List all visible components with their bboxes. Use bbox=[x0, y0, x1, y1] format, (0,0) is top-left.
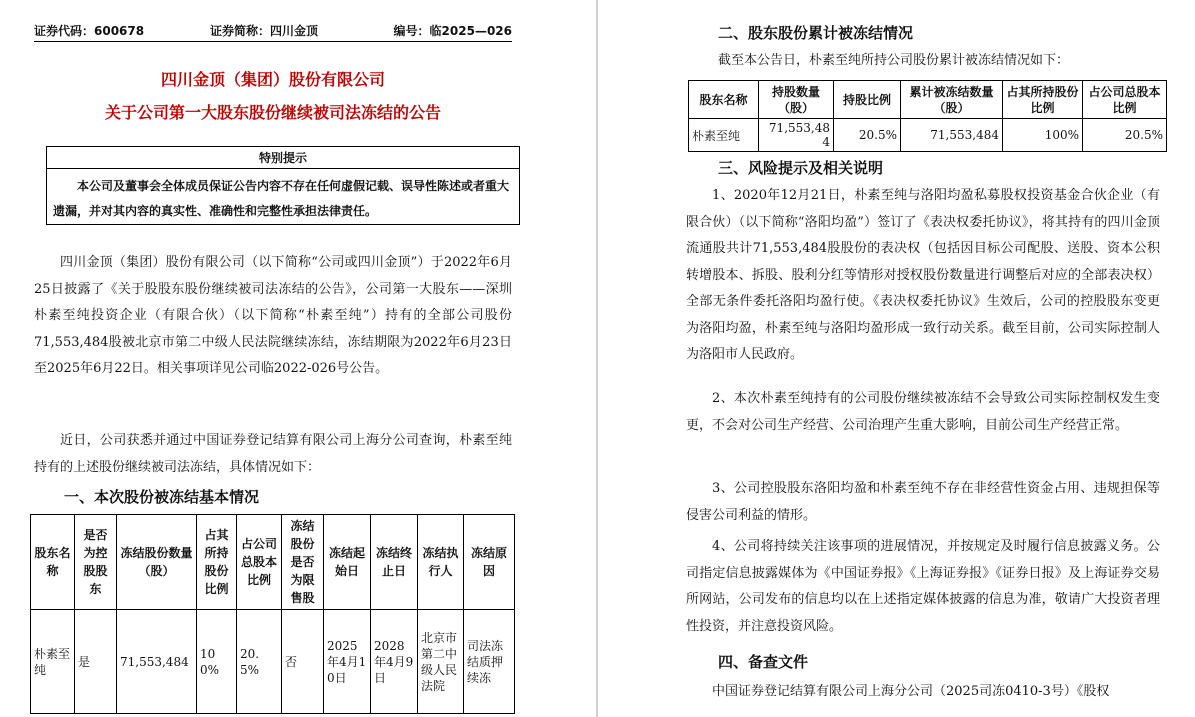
table-cell: 100% bbox=[197, 610, 237, 714]
risk-paragraph-2: 2、本次朴素至纯持有的公司股份继续被冻结不会导致公司实际控制权发生变更，不会对公司生产经营、公司治理产生重大影响，目前公司生产经营正常。 bbox=[686, 391, 1160, 433]
table-cell: 71,553,484 bbox=[759, 119, 834, 152]
table-header-cell: 股东名称 bbox=[689, 81, 759, 119]
table-header-cell: 占公司总股本比例 bbox=[1083, 81, 1167, 119]
special-notice-box bbox=[46, 146, 520, 225]
stock-short-name: 证券简称：四川金顶 bbox=[210, 24, 319, 38]
table-cell: 2028年4月9日 bbox=[371, 610, 418, 714]
risk-paragraph-4: 4、公司将持续关注该事项的进展情况，并按规定及时履行信息披露义务。公司指定信息披露媒体为《中国证券报》《上海证券报》《证券日报》及上海证券交易所网站，公司发布的信息均以在上述指定媒体披露的信息为准，敬请广大投资者理性投资，并注意投资风险。 bbox=[686, 539, 1160, 634]
table-header-cell: 冻结股份数量（股） bbox=[117, 515, 197, 610]
table-header-cell: 冻结原因 bbox=[464, 515, 515, 610]
table-cell: 20.5% bbox=[237, 610, 282, 714]
table-cell: 朴素至纯 bbox=[689, 119, 759, 152]
table-header-cell: 冻结执行人 bbox=[418, 515, 464, 610]
table-row bbox=[31, 610, 515, 714]
table-header-cell: 冻结股份是否为限售股 bbox=[282, 515, 324, 610]
freeze-details-table bbox=[30, 514, 515, 714]
company-title: 四川金顶（集团）股份有限公司 bbox=[160, 70, 385, 89]
table-cell: 北京市第二中级人民法院 bbox=[418, 610, 464, 714]
table-cell: 71,553,484 bbox=[117, 610, 197, 714]
table-cell: 100% bbox=[1003, 119, 1083, 152]
risk-paragraph-3: 3、公司控股股东洛阳均盈和朴素至纯不存在非经营性资金占用、违规担保等侵害公司利益的情形。 bbox=[686, 481, 1160, 523]
notice-divider bbox=[47, 168, 519, 169]
intro-paragraph-1: 四川金顶（集团）股份有限公司（以下简称“公司或四川金顶”）于2022年6月25日披露了《关于股股东股份继续被司法冻结的公告》，公司第一大股东——深圳朴素至纯投资企业（有限合伙）（以下简称“朴素至纯”）持有的全部公司股份71,553,484股被北京市第二中级人民法院继续冻结，冻结期限为2022年6月23日至2025年6月22日。相关事项详见公司临2022-026号公告。 bbox=[34, 255, 512, 376]
table-cell: 是 bbox=[75, 610, 117, 714]
table-row bbox=[689, 119, 1167, 152]
left-page bbox=[0, 0, 596, 717]
table-cell: 71,553,484 bbox=[901, 119, 1003, 152]
table-cell: 朴素至纯 bbox=[31, 610, 75, 714]
announcement-title: 关于公司第一大股东股份继续被司法冻结的公告 bbox=[104, 103, 441, 122]
announcement-number: 编号：临2025—026 bbox=[393, 24, 512, 38]
table-cell: 否 bbox=[282, 610, 324, 714]
table-cell: 司法冻结质押续冻 bbox=[464, 610, 515, 714]
intro-paragraph-2: 近日，公司获悉并通过中国证券登记结算有限公司上海分公司查询，朴素至纯持有的上述股份继续被司法冻结，具体情况如下： bbox=[34, 433, 512, 475]
table-cell: 20.5% bbox=[1083, 119, 1167, 152]
table-cell: 2025年4月10日 bbox=[324, 610, 371, 714]
table-header-cell: 持股比例 bbox=[834, 81, 901, 119]
table-header-cell: 累计被冻结数量（股） bbox=[901, 81, 1003, 119]
section-2-heading: 二、股东股份累计被冻结情况 bbox=[718, 24, 914, 42]
right-page bbox=[598, 0, 1195, 717]
table-header-cell: 占公司总股本比例 bbox=[237, 515, 282, 610]
table-header-cell: 持股数量（股） bbox=[759, 81, 834, 119]
document-header bbox=[34, 22, 512, 40]
table-header-cell: 冻结起始日 bbox=[324, 515, 371, 610]
section-3-heading: 三、风险提示及相关说明 bbox=[718, 159, 884, 177]
risk-paragraph-1: 1、2020年12月21日，朴素至纯与洛阳均盈私募股权投资基金合伙企业（有限合伙）（以下简称“洛阳均盈”）签订了《表决权委托协议》，将其持有的四川金顶流通股共计71,553,484股股份的表决权（包括因目标公司配股、送股、资本公积转增股本、拆股、股利分红等情形对授权股份数量进行调整后对应的全部表决权）全部无条件委托洛阳均盈行使。《表决权委托协议》生效后，公司的控股股东变更为洛阳均盈，朴素至纯与洛阳均盈形成一致行动关系。截至目前，公司实际控制人为洛阳市人民政府。 bbox=[686, 188, 1160, 362]
stock-code: 证券代码：600678 bbox=[34, 24, 145, 38]
table-header-cell: 是否为控股股东 bbox=[75, 515, 117, 610]
section-1-heading: 一、本次股份被冻结基本情况 bbox=[64, 488, 260, 506]
table-header-row bbox=[689, 81, 1167, 119]
table-header-cell: 冻结终止日 bbox=[371, 515, 418, 610]
section-2-intro: 截至本公告日，朴素至纯所持公司股份累计被冻结情况如下： bbox=[718, 53, 1070, 68]
table-header-row bbox=[31, 515, 515, 610]
cumulative-freeze-table bbox=[688, 80, 1167, 152]
table-cell: 20.5% bbox=[834, 119, 901, 152]
table-header-cell: 股东名称 bbox=[31, 515, 75, 610]
header-rule bbox=[34, 41, 512, 42]
special-notice-body: 本公司及董事会全体成员保证公告内容不存在任何虚假记载、误导性陈述或者重大遗漏，并对其内容的真实性、准确性和完整性承担法律责任。 bbox=[53, 179, 510, 218]
table-header-cell: 占其所持股份比例 bbox=[197, 515, 237, 610]
reference-documents-paragraph: 中国证券登记结算有限公司上海分公司（2025司冻0410-3号）《股权 bbox=[712, 684, 1110, 699]
special-notice-heading: 特别提示 bbox=[258, 151, 307, 165]
table-header-cell: 占其所持股份比例 bbox=[1003, 81, 1083, 119]
section-4-heading: 四、备查文件 bbox=[718, 653, 809, 671]
